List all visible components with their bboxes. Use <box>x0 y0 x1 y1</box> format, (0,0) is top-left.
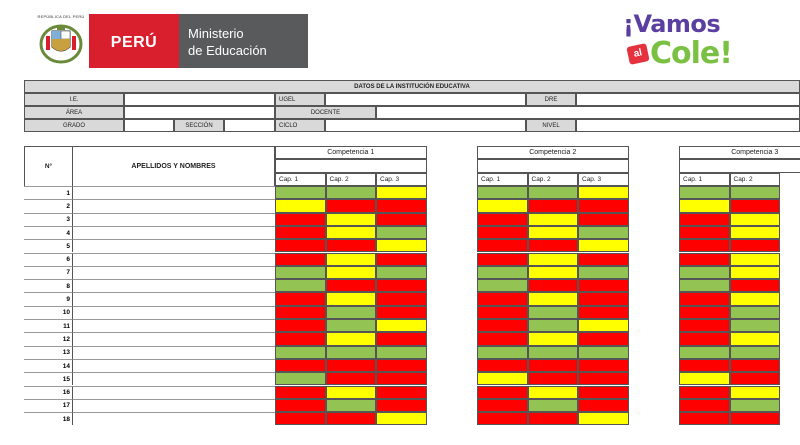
student-name-cell[interactable] <box>72 292 275 305</box>
label-area: ÁREA <box>24 106 124 119</box>
grade-cell[interactable] <box>528 292 579 305</box>
student-name-cell[interactable] <box>72 266 275 279</box>
grade-cell[interactable] <box>477 346 528 359</box>
grade-cell[interactable] <box>326 213 377 226</box>
grade-cell[interactable] <box>679 199 730 212</box>
cap-header: Cap. 1 <box>477 173 528 186</box>
grade-cell[interactable] <box>679 253 730 266</box>
grade-cell[interactable] <box>326 226 377 239</box>
grade-cell[interactable] <box>326 306 377 319</box>
num-header: N° <box>24 146 72 186</box>
grade-cell[interactable] <box>326 399 377 412</box>
peru-label-box <box>89 14 179 68</box>
grade-cell[interactable] <box>376 332 427 345</box>
grade-cell[interactable] <box>326 412 377 425</box>
grade-cell[interactable] <box>528 199 579 212</box>
student-name-cell[interactable] <box>72 253 275 266</box>
minedu-logo <box>36 14 308 68</box>
label-seccion: SECCIÓN <box>174 119 224 132</box>
grade-cell[interactable] <box>376 372 427 385</box>
grade-cell[interactable] <box>679 332 730 345</box>
grade-cell[interactable] <box>730 306 781 319</box>
grade-cell[interactable] <box>275 386 326 399</box>
grade-cell[interactable] <box>326 332 377 345</box>
grade-cell[interactable] <box>477 266 528 279</box>
grade-cell[interactable] <box>578 399 629 412</box>
grade-cell[interactable] <box>679 226 730 239</box>
grade-cell[interactable] <box>376 199 427 212</box>
grade-cell[interactable] <box>275 319 326 332</box>
grade-cell[interactable] <box>528 399 579 412</box>
grade-cell[interactable] <box>730 292 781 305</box>
grade-cell[interactable] <box>376 279 427 292</box>
row-number: 10 <box>24 306 72 319</box>
grade-cell[interactable] <box>679 186 730 199</box>
row-number: 5 <box>24 239 72 252</box>
grade-cell[interactable] <box>376 346 427 359</box>
grade-cell[interactable] <box>730 332 781 345</box>
grade-cell[interactable] <box>578 292 629 305</box>
grade-cell[interactable] <box>477 239 528 252</box>
grade-cell[interactable] <box>730 266 781 279</box>
grade-cell[interactable] <box>326 372 377 385</box>
grade-cell[interactable] <box>376 306 427 319</box>
grade-cell[interactable] <box>275 213 326 226</box>
cap-header: Cap. 1 <box>679 173 730 186</box>
student-name-cell[interactable] <box>72 386 275 399</box>
grade-cell[interactable] <box>528 306 579 319</box>
grade-cell[interactable] <box>326 292 377 305</box>
student-name-cell[interactable] <box>72 332 275 345</box>
student-name-cell[interactable] <box>72 306 275 319</box>
grade-cell[interactable] <box>275 253 326 266</box>
grade-cell[interactable] <box>730 359 781 372</box>
grade-cell[interactable] <box>477 412 528 425</box>
grade-cell[interactable] <box>730 226 781 239</box>
campaign-line2: Cole! <box>650 36 732 71</box>
cap-header: Cap. 3 <box>578 173 629 186</box>
campaign-small: al <box>626 43 649 65</box>
grade-cell[interactable] <box>528 372 579 385</box>
grade-cell[interactable] <box>477 292 528 305</box>
grade-cell[interactable] <box>326 199 377 212</box>
grade-cell[interactable] <box>376 186 427 199</box>
grade-cell[interactable] <box>578 319 629 332</box>
campaign-line1: ¡Vamos <box>623 10 721 38</box>
grade-cell[interactable] <box>679 399 730 412</box>
grade-cell[interactable] <box>578 266 629 279</box>
grade-cell[interactable] <box>376 319 427 332</box>
row-number: 4 <box>24 226 72 239</box>
grade-cell[interactable] <box>578 213 629 226</box>
grade-cell[interactable] <box>679 372 730 385</box>
grade-cell[interactable] <box>679 239 730 252</box>
grade-cell[interactable] <box>730 213 781 226</box>
grade-cell[interactable] <box>477 199 528 212</box>
ministry-line1: Ministerio <box>188 26 244 41</box>
sheet-title: DATOS DE LA INSTITUCIÓN EDUCATIVA <box>24 80 800 93</box>
grade-cell[interactable] <box>578 332 629 345</box>
grade-cell[interactable] <box>477 253 528 266</box>
grade-cell[interactable] <box>275 199 326 212</box>
row-number: 11 <box>24 319 72 332</box>
field-docente[interactable] <box>376 106 800 119</box>
grade-cell[interactable] <box>679 292 730 305</box>
grade-cell[interactable] <box>578 199 629 212</box>
grade-cell[interactable] <box>730 386 781 399</box>
grade-cell[interactable] <box>528 253 579 266</box>
grade-cell[interactable] <box>326 319 377 332</box>
student-name-cell[interactable] <box>72 199 275 212</box>
grade-cell[interactable] <box>730 319 781 332</box>
student-name-cell[interactable] <box>72 226 275 239</box>
grade-cell[interactable] <box>578 253 629 266</box>
grade-cell[interactable] <box>578 279 629 292</box>
label-nivel: NIVEL <box>526 119 576 132</box>
grade-cell[interactable] <box>528 359 579 372</box>
grade-cell[interactable] <box>528 226 579 239</box>
grade-cell[interactable] <box>275 399 326 412</box>
evaluation-sheet <box>24 80 800 445</box>
cap-header: Cap. 2 <box>528 173 579 186</box>
grade-cell[interactable] <box>477 306 528 319</box>
row-number: 12 <box>24 332 72 345</box>
grade-cell[interactable] <box>730 372 781 385</box>
row-number: 16 <box>24 386 72 399</box>
competencia-subheader <box>477 159 629 173</box>
grade-cell[interactable] <box>578 372 629 385</box>
competencia-label: Competencia 1 <box>275 146 427 159</box>
grade-cell[interactable] <box>326 239 377 252</box>
student-name-cell[interactable] <box>72 279 275 292</box>
grade-cell[interactable] <box>477 186 528 199</box>
field-area[interactable] <box>124 106 275 119</box>
row-number: 8 <box>24 279 72 292</box>
grade-cell[interactable] <box>679 213 730 226</box>
student-name-cell[interactable] <box>72 319 275 332</box>
grade-cell[interactable] <box>376 226 427 239</box>
row-number: 13 <box>24 346 72 359</box>
row-number: 2 <box>24 199 72 212</box>
grade-cell[interactable] <box>730 412 781 425</box>
grade-cell[interactable] <box>275 346 326 359</box>
label-ie: I.E. <box>24 93 124 106</box>
grade-cell[interactable] <box>376 359 427 372</box>
cap-header: Cap. 2 <box>730 173 781 186</box>
student-name-cell[interactable] <box>72 359 275 372</box>
grade-cell[interactable] <box>528 386 579 399</box>
grade-cell[interactable] <box>275 372 326 385</box>
grade-cell[interactable] <box>275 186 326 199</box>
grade-cell[interactable] <box>679 319 730 332</box>
label-docente: DOCENTE <box>275 106 376 119</box>
grade-cell[interactable] <box>477 359 528 372</box>
grade-cell[interactable] <box>326 279 377 292</box>
cap-header: Cap. 3 <box>376 173 427 186</box>
row-number: 17 <box>24 399 72 412</box>
grade-cell[interactable] <box>275 226 326 239</box>
grade-cell[interactable] <box>275 306 326 319</box>
grade-cell[interactable] <box>679 306 730 319</box>
row-number: 1 <box>24 186 72 199</box>
grade-cell[interactable] <box>376 266 427 279</box>
grade-cell[interactable] <box>326 359 377 372</box>
label-dre: DRE <box>526 93 576 106</box>
row-number: 7 <box>24 266 72 279</box>
grade-cell[interactable] <box>528 319 579 332</box>
cap-header: Cap. 2 <box>326 173 377 186</box>
grade-cell[interactable] <box>528 213 579 226</box>
field-dre[interactable] <box>576 93 800 106</box>
grade-cell[interactable] <box>578 386 629 399</box>
grade-cell[interactable] <box>730 239 781 252</box>
field-nivel[interactable] <box>576 119 800 132</box>
grade-cell[interactable] <box>275 359 326 372</box>
grade-cell[interactable] <box>477 279 528 292</box>
grade-cell[interactable] <box>477 399 528 412</box>
competencia-subheader <box>679 159 800 173</box>
field-grado[interactable] <box>124 119 174 132</box>
grade-cell[interactable] <box>275 279 326 292</box>
grade-cell[interactable] <box>528 239 579 252</box>
grade-cell[interactable] <box>528 346 579 359</box>
label-ciclo: CICLO <box>275 119 325 132</box>
grade-cell[interactable] <box>326 386 377 399</box>
grade-cell[interactable] <box>477 213 528 226</box>
coat-of-arms-icon <box>36 14 86 68</box>
grade-cell[interactable] <box>730 199 781 212</box>
grade-cell[interactable] <box>376 386 427 399</box>
grade-cell[interactable] <box>730 253 781 266</box>
grade-cell[interactable] <box>275 332 326 345</box>
grade-cell[interactable] <box>730 186 781 199</box>
grade-cell[interactable] <box>578 346 629 359</box>
grade-cell[interactable] <box>578 239 629 252</box>
grade-cell[interactable] <box>477 332 528 345</box>
grade-cell[interactable] <box>275 239 326 252</box>
shield-caption: REPÚBLICA DEL PERÚ <box>37 14 85 19</box>
grade-cell[interactable] <box>376 399 427 412</box>
competencia-label: Competencia 3 <box>679 146 800 159</box>
grade-cell[interactable] <box>326 253 377 266</box>
row-number: 6 <box>24 253 72 266</box>
student-name-cell[interactable] <box>72 399 275 412</box>
grade-cell[interactable] <box>477 319 528 332</box>
grade-cell[interactable] <box>730 399 781 412</box>
competencia-subheader <box>275 159 427 173</box>
grade-cell[interactable] <box>578 412 629 425</box>
ministry-line2: de Educación <box>188 43 267 58</box>
grade-cell[interactable] <box>679 359 730 372</box>
grade-cell[interactable] <box>477 226 528 239</box>
row-number: 14 <box>24 359 72 372</box>
row-number: 3 <box>24 213 72 226</box>
field-ie[interactable] <box>124 93 275 106</box>
grade-cell[interactable] <box>275 292 326 305</box>
grade-cell[interactable] <box>376 213 427 226</box>
grade-cell[interactable] <box>477 386 528 399</box>
grade-cell[interactable] <box>528 412 579 425</box>
grade-cell[interactable] <box>679 279 730 292</box>
field-ugel[interactable] <box>325 93 526 106</box>
grade-cell[interactable] <box>730 346 781 359</box>
cap-header: Cap. 1 <box>275 173 326 186</box>
grade-cell[interactable] <box>376 239 427 252</box>
grade-cell[interactable] <box>376 412 427 425</box>
grade-cell[interactable] <box>477 372 528 385</box>
grade-cell[interactable] <box>679 346 730 359</box>
grade-cell[interactable] <box>528 186 579 199</box>
grade-cell[interactable] <box>730 279 781 292</box>
grade-cell[interactable] <box>528 266 579 279</box>
grade-cell[interactable] <box>679 266 730 279</box>
peru-label: PERÚ <box>110 34 158 51</box>
student-name-cell[interactable] <box>72 346 275 359</box>
grade-cell[interactable] <box>528 332 579 345</box>
grade-cell[interactable] <box>326 346 377 359</box>
row-number: 18 <box>24 412 72 425</box>
grade-cell[interactable] <box>578 186 629 199</box>
label-grado: GRADO <box>24 119 124 132</box>
grade-cell[interactable] <box>679 386 730 399</box>
grade-cell[interactable] <box>275 266 326 279</box>
grade-cell[interactable] <box>376 253 427 266</box>
grade-cell[interactable] <box>275 412 326 425</box>
grade-cell[interactable] <box>679 412 730 425</box>
grade-cell[interactable] <box>578 359 629 372</box>
grade-cell[interactable] <box>578 226 629 239</box>
names-header: APELLIDOS Y NOMBRES <box>72 146 275 186</box>
grade-cell[interactable] <box>326 186 377 199</box>
grade-cell[interactable] <box>578 306 629 319</box>
student-name-cell[interactable] <box>72 213 275 226</box>
vamos-al-cole-logo <box>620 10 760 76</box>
student-name-cell[interactable] <box>72 239 275 252</box>
ministry-name-box <box>179 14 308 68</box>
student-name-cell[interactable] <box>72 372 275 385</box>
grade-cell[interactable] <box>528 279 579 292</box>
grade-cell[interactable] <box>326 266 377 279</box>
field-ciclo[interactable] <box>325 119 526 132</box>
grade-cell[interactable] <box>376 292 427 305</box>
student-name-cell[interactable] <box>72 186 275 199</box>
competencia-label: Competencia 2 <box>477 146 629 159</box>
row-number: 9 <box>24 292 72 305</box>
label-ugel: UGEL <box>275 93 325 106</box>
student-name-cell[interactable] <box>72 412 275 425</box>
field-seccion[interactable] <box>224 119 275 132</box>
row-number: 15 <box>24 372 72 385</box>
